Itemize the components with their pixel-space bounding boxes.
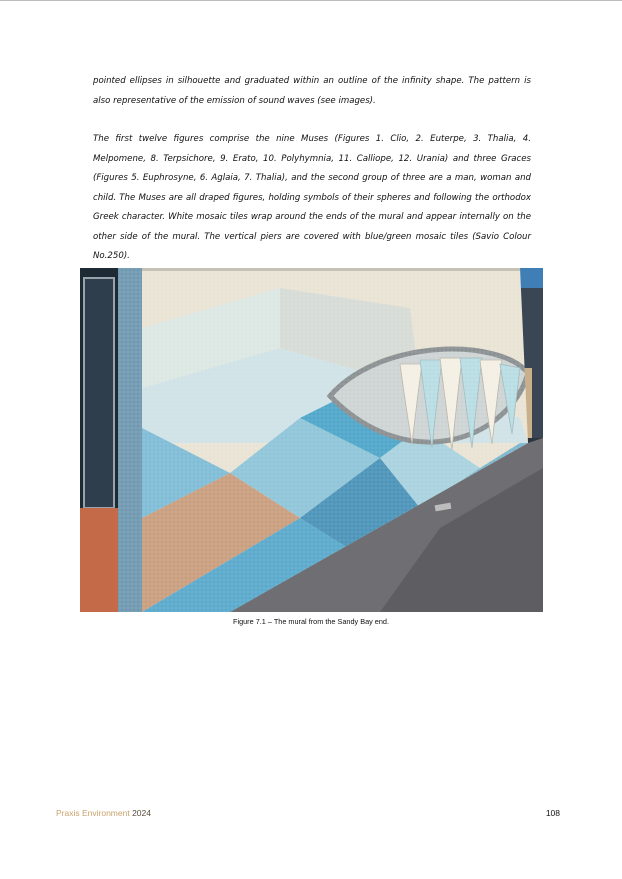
page-number: 108 bbox=[545, 808, 560, 818]
top-rule bbox=[0, 0, 622, 1]
footer-publication-title: Praxis Environment bbox=[56, 808, 130, 818]
figure-caption: Figure 7.1 – The mural from the Sandy Bay end. bbox=[232, 617, 390, 626]
mural-photograph bbox=[80, 268, 543, 612]
body-paragraph-2: The first twelve figures comprise the nine Muses (Figures 1. Clio, 2. Euterpe, 3. Thalia, 4. Melpomene, 8. Terpsichore, 9. Erato, 10. Polyhymnia, 11. Calliope, 12. Urania) and three Graces (Figures 5. Euphrosyne, 6. Aglaia, 7. Thalia), and the second group of three are a man, woman and child. The Muses are all draped figures, holding symbols of their spheres and following the orthodox Greek character. White mosaic tiles wrap around the ends of the mural and appear internally on the other side of the mural. The vertical piers are covered with blue/green mosaic tiles (Savio Colour No.250). bbox=[93, 134, 531, 261]
body-paragraph-1: pointed ellipses in silhouette and graduated within an outline of the infinity shape. The pattern is also representative of the emission of sound waves (see images). bbox=[93, 76, 531, 106]
footer-year: 2024 bbox=[132, 808, 151, 818]
footer-publication bbox=[56, 808, 151, 818]
